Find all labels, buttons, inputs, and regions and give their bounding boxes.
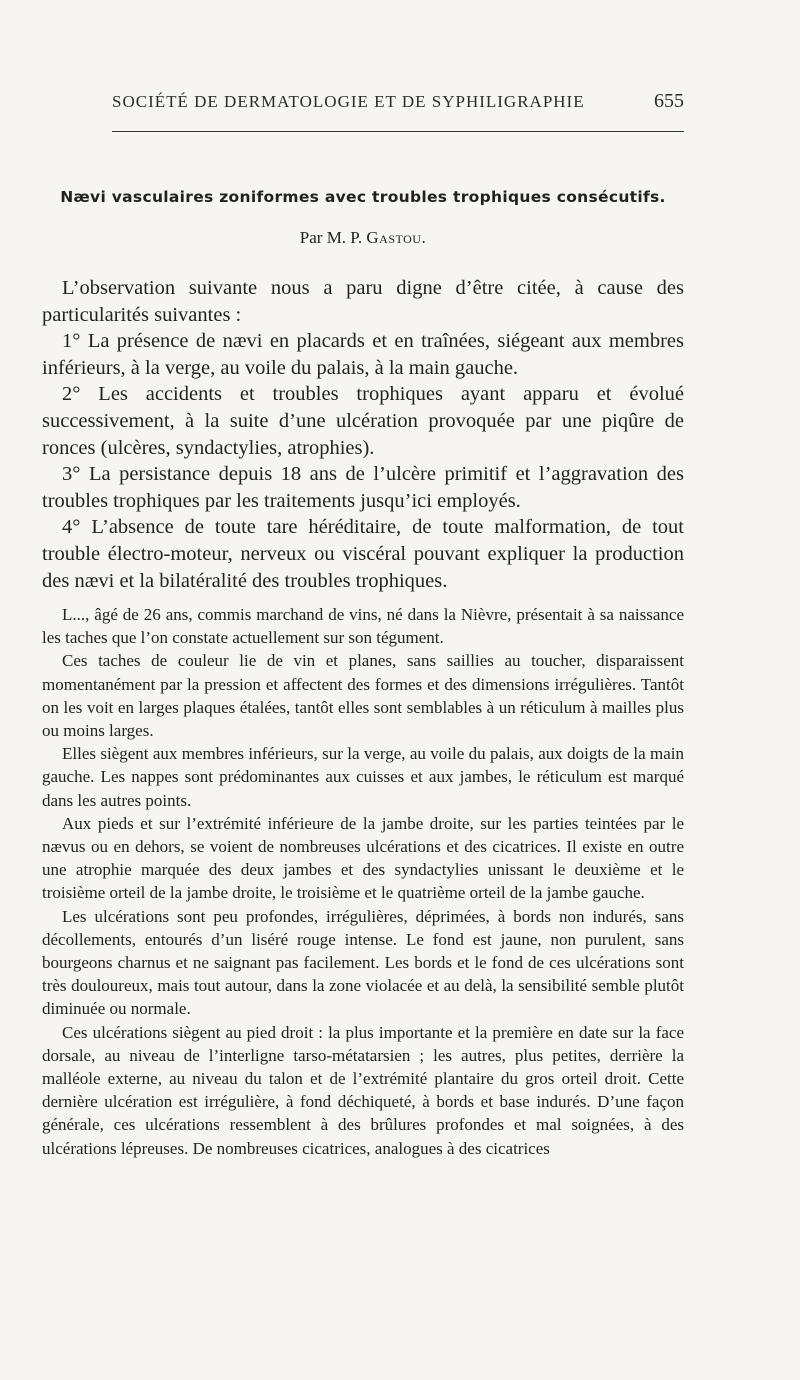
body-paragraph: Ces ulcérations siègent au pied droit : la plus importante et la première en date sur la face dorsale, au niveau de l’interligne tarso-métatarsien ; les autres, plus petites, derrière la malléole externe, au niveau du talon et de l’extrémité plantaire du gros orteil droit. Cette dernière ulcération est irrégulière, à fond déchiqueté, à bords et base indurés. D’une façon générale, ces ulcérations ressemblent à des brûlures profondes et mal soignées, à des ulcérations lépreuses. De nombreuses cicatrices, analogues à des cicatrices [42, 1022, 684, 1158]
body-paragraph: L..., âgé de 26 ans, commis marchand de vins, né dans la Nièvre, présentait à sa naissance les taches que l’on constate actuellement sur son tégument. [42, 605, 684, 648]
author-name: Gastou. [366, 228, 427, 247]
running-header [112, 90, 684, 113]
intro-paragraph: L’observation suivante nous a paru digne d’être citée, à cause des particularités suivantes : [42, 277, 684, 326]
article-title: Nævi vasculaires zoniformes avec troubles trophiques consécutifs. [60, 188, 666, 206]
body-paragraph: Les ulcérations sont peu profondes, irrégulières, déprimées, à bords non indurés, sans décollements, entourés d’un liséré rouge intense. Le fond est jaune, non purulent, sans bourgeons charnus et ne saignant pas facilement. Les bords et le fond de ces ulcérations sont très douloureux, mais tout autour, dans la zone violacée et au delà, la sensibilité semble plutôt diminuée ou normale. [42, 906, 684, 1019]
case-description [42, 603, 684, 1160]
byline-prefix: Par M. P. [299, 228, 363, 247]
intro-paragraph: 2° Les accidents et troubles trophiques ayant apparu et évolué successivement, à la suite d’une ulcération provoquée par une piqûre de ronces (ulcères, syndactylies, atrophies). [42, 383, 684, 459]
running-title: SOCIÉTÉ DE DERMATOLOGIE ET DE SYPHILIGRAPHIE [112, 92, 585, 111]
intro-paragraph: 1° La présence de nævi en placards et en traînées, siégeant aux membres inférieurs, à la verge, au voile du palais, à la main gauche. [42, 330, 684, 379]
header-rule [112, 131, 684, 132]
body-paragraph: Ces taches de couleur lie de vin et planes, sans saillies au toucher, disparaissent momentanément par la pression et affectent des formes et des dimensions irrégulières. Tantôt on les voit en larges plaques étalées, tantôt elles sont semblables à un réticulum à mailles plus ou moins larges. [42, 651, 684, 741]
intro-paragraph: 3° La persistance depuis 18 ans de l’ulcère primitif et l’aggravation des troubles trophiques par les traitements jusqu’ici employés. [42, 463, 684, 512]
intro-section [42, 275, 684, 594]
intro-paragraph: 4° L’absence de toute tare héréditaire, de toute malformation, de tout trouble électro-moteur, nerveux ou viscéral pouvant expliquer la production des nævi et la bilatéralité des troubles trophiques. [42, 516, 684, 592]
page-number: 655 [654, 90, 684, 112]
byline [42, 228, 684, 248]
body-paragraph: Aux pieds et sur l’extrémité inférieure de la jambe droite, sur les parties teintées par le nævus ou en dehors, se voient de nombreuses ulcérations et des cicatrices. Il existe en outre une atrophie marquée des deux jambes et des syndactylies unissant le deuxième et le troisième orteil de la jambe droite, le troisième et le quatrième orteil de la jambe gauche. [42, 813, 684, 903]
body-paragraph: Elles siègent aux membres inférieurs, sur la verge, au voile du palais, aux doigts de la main gauche. Les nappes sont prédominantes aux cuisses et aux jambes, le réticulum est marqué dans les autres points. [42, 744, 684, 810]
